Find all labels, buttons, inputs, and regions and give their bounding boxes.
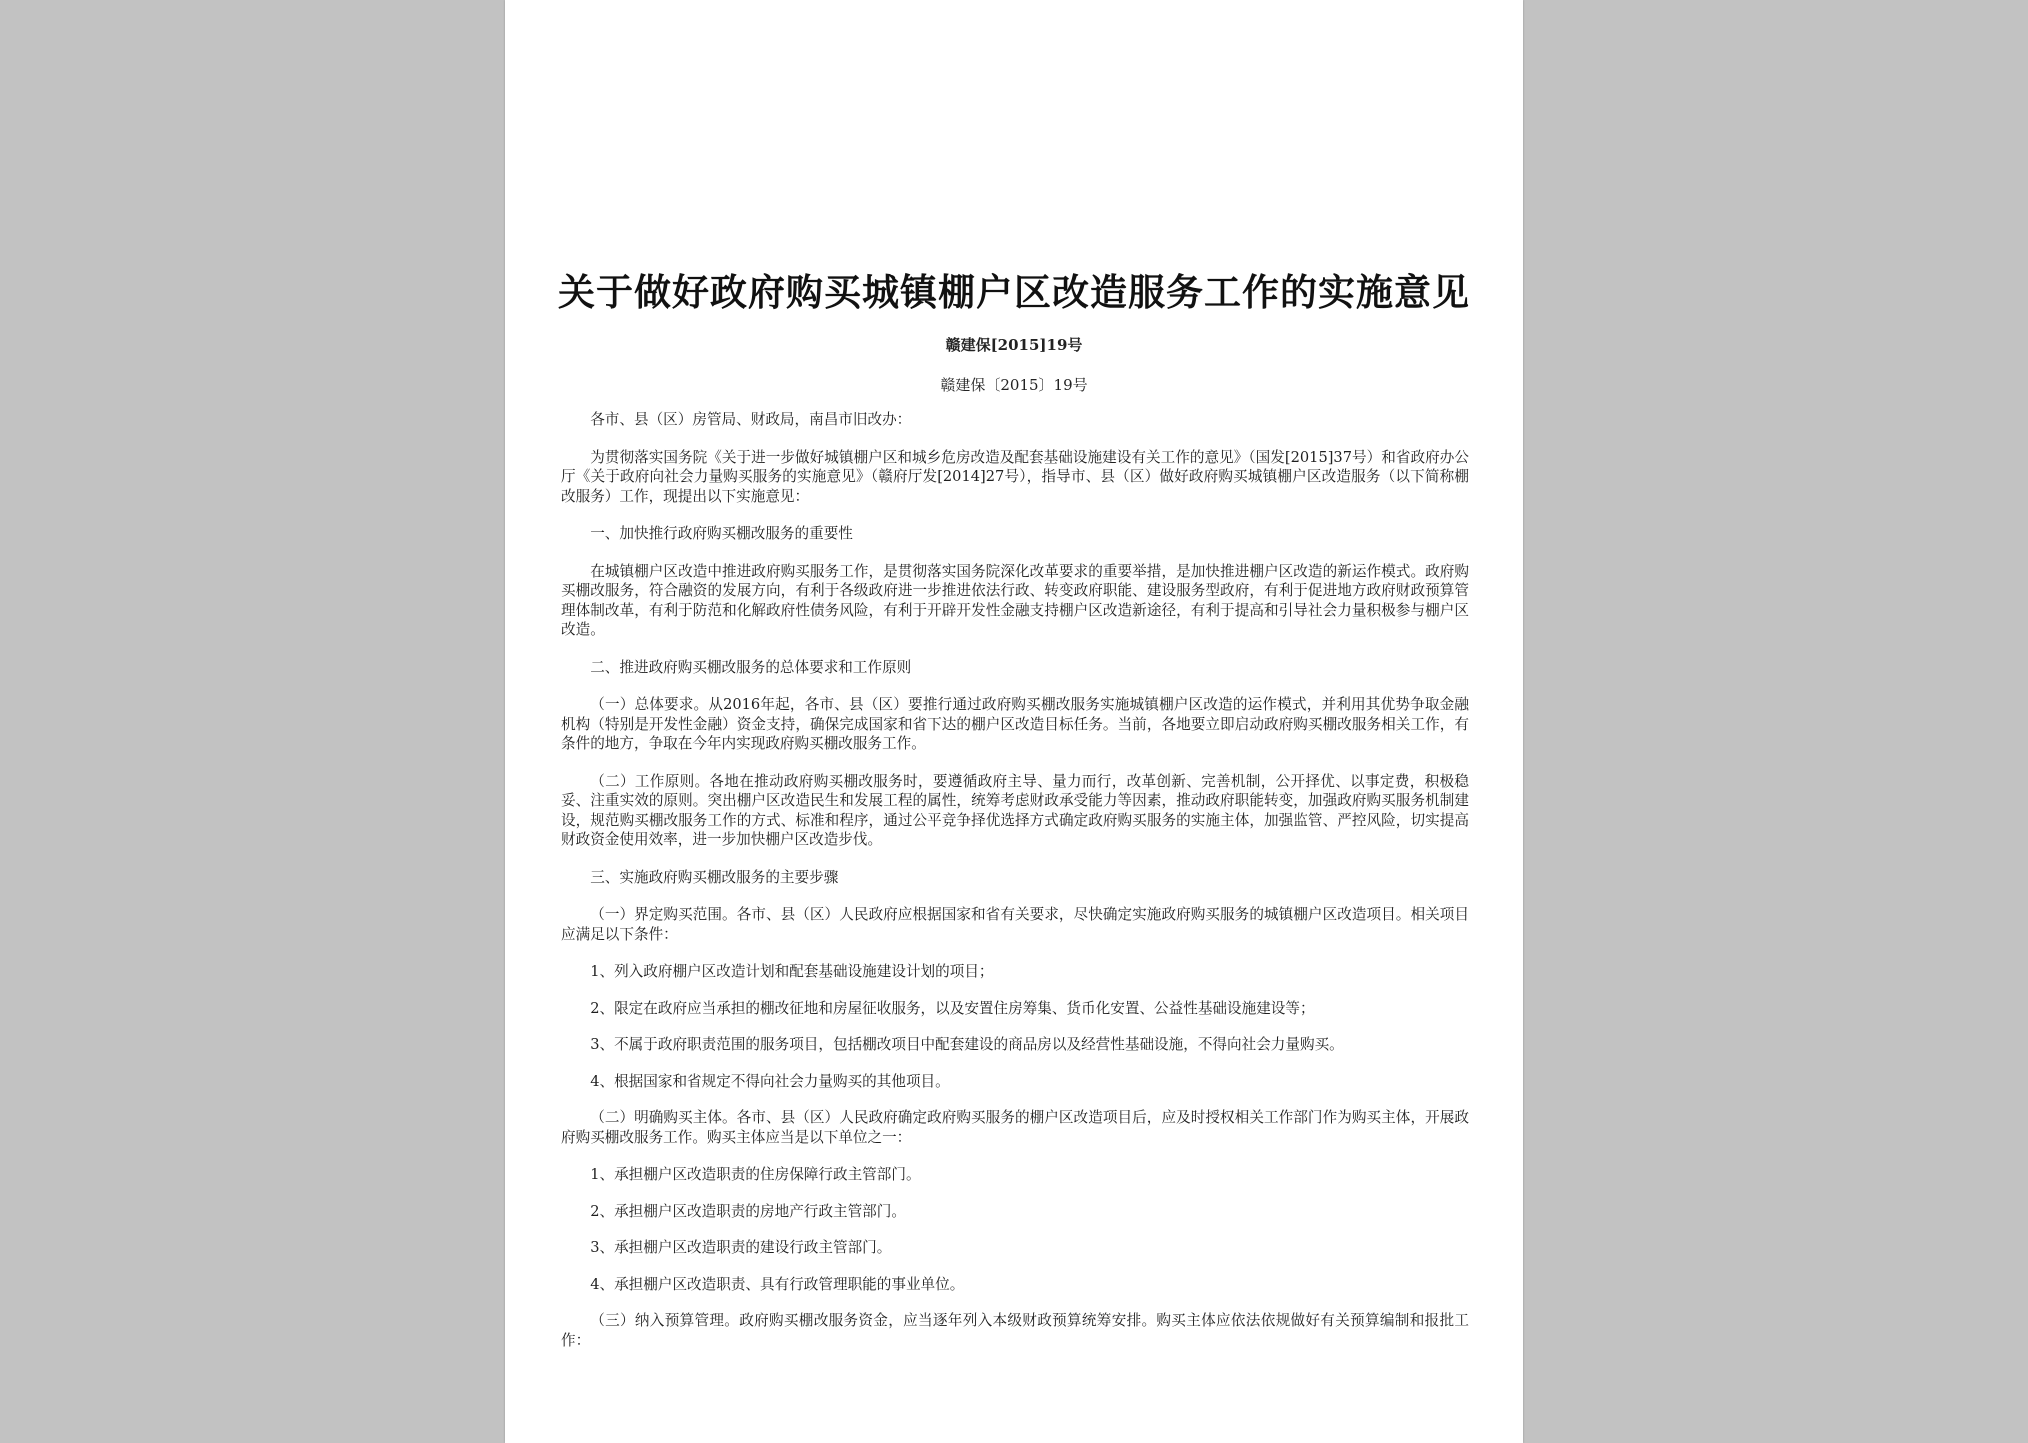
section-heading-3: 三、实施政府购买棚改服务的主要步骤 [590,868,839,886]
paragraph-importance: 在城镇棚户区改造中推进政府购买服务工作，是贯彻落实国务院深化改革要求的重要举措，是加快推进棚户区改造的新运作模式。政府购买棚改服务，符合融资的发展方向，有利于各级政府进一步推进依法行政、转变政府职能、建设服务型政府，有利于促进地方政府财政预算管理体制改革，有利于防范和化解政府性债务风险，有利于开辟开发性金融支持棚户区改造新途径，有利于提高和引导社会力量积极参与棚户区改造。 [561,562,1469,638]
paragraph-purchaser: （二）明确购买主体。各市、县（区）人民政府确定政府购买服务的棚户区改造项目后，应及时授权相关工作部门作为购买主体，开展政府购买棚改服务工作。购买主体应当是以下单位之一： [561,1109,1469,1146]
document-number-header: 赣建保[2015]19号 [945,336,1083,354]
list-item: 1、承担棚户区改造职责的住房保障行政主管部门。 [590,1166,921,1183]
document-number: 赣建保〔2015〕19号 [940,376,1088,394]
list-item: 2、承担棚户区改造职责的房地产行政主管部门。 [590,1202,906,1220]
paragraph-intro: 为贯彻落实国务院《关于进一步做好城镇棚户区和城乡危房改造及配套基础设施建设有关工作的意见》（国发[2015]37号）和省政府办公厅《关于政府向社会力量购买服务的实施意见》（赣府厅发[2014]27号），指导市、县（区）做好政府购买城镇棚户区改造服务（以下简称棚改服务）工作，现提出以下实施意见： [561,448,1469,505]
document-title: 关于做好政府购买城镇棚户区改造服务工作的实施意见 [558,270,1470,314]
list-item: 4、承担棚户区改造职责、具有行政管理职能的事业单位。 [590,1275,965,1293]
list-item: 3、承担棚户区改造职责的建设行政主管部门。 [590,1239,892,1256]
list-item: 4、根据国家和省规定不得向社会力量购买的其他项目。 [590,1072,950,1090]
list-item: 1、列入政府棚户区改造计划和配套基础设施建设计划的项目； [590,963,994,980]
list-item: 3、不属于政府职责范围的服务项目，包括棚改项目中配套建设的商品房以及经营性基础设施，不得向社会力量购买。 [590,1036,1344,1053]
section-heading-1: 一、加快推行政府购买棚改服务的重要性 [590,525,853,542]
paragraph-work-principles: （二）工作原则。各地在推动政府购买棚改服务时，要遵循政府主导、量力而行，改革创新、完善机制，公开择优、以事定费，积极稳妥、注重实效的原则。突出棚户区改造民生和发展工程的属性，统筹考虑财政承受能力等因素，推动政府职能转变，加强政府购买服务机制建设，规范购买棚改服务工作的方式、标准和程序，通过公平竞争择优选择方式确定政府购买服务的实施主体，加强监管、严控风险，切实提高财政资金使用效率，进一步加快棚户区改造步伐。 [561,772,1469,848]
paragraph-budget: （三）纳入预算管理。政府购买棚改服务资金，应当逐年列入本级财政预算统筹安排。购买主体应依法依规做好有关预算编制和报批工作： [561,1312,1469,1349]
paragraph-scope: （一）界定购买范围。各市、县（区）人民政府应根据国家和省有关要求，尽快确定实施政府购买服务的城镇棚户区改造项目。相关项目应满足以下条件： [561,906,1469,943]
paragraph-recipients: 各市、县（区）房管局、财政局，南昌市旧改办： [590,411,912,428]
document-body [561,410,1469,1368]
section-heading-2: 二、推进政府购买棚改服务的总体要求和工作原则 [590,658,912,676]
paragraph-general-requirements: （一）总体要求。从2016年起，各市、县（区）要推行通过政府购买棚改服务实施城镇棚户区改造的运作模式，并利用其优势争取金融机构（特别是开发性金融）资金支持，确保完成国家和省下达的棚户区改造目标任务。当前，各地要立即启动政府购买棚改服务相关工作，有条件的地方，争取在今年内实现政府购买棚改服务工作。 [561,696,1469,752]
list-item: 2、限定在政府应当承担的棚改征地和房屋征收服务，以及安置住房筹集、货币化安置、公益性基础设施建设等； [590,999,1315,1017]
document-page [505,0,1523,1443]
